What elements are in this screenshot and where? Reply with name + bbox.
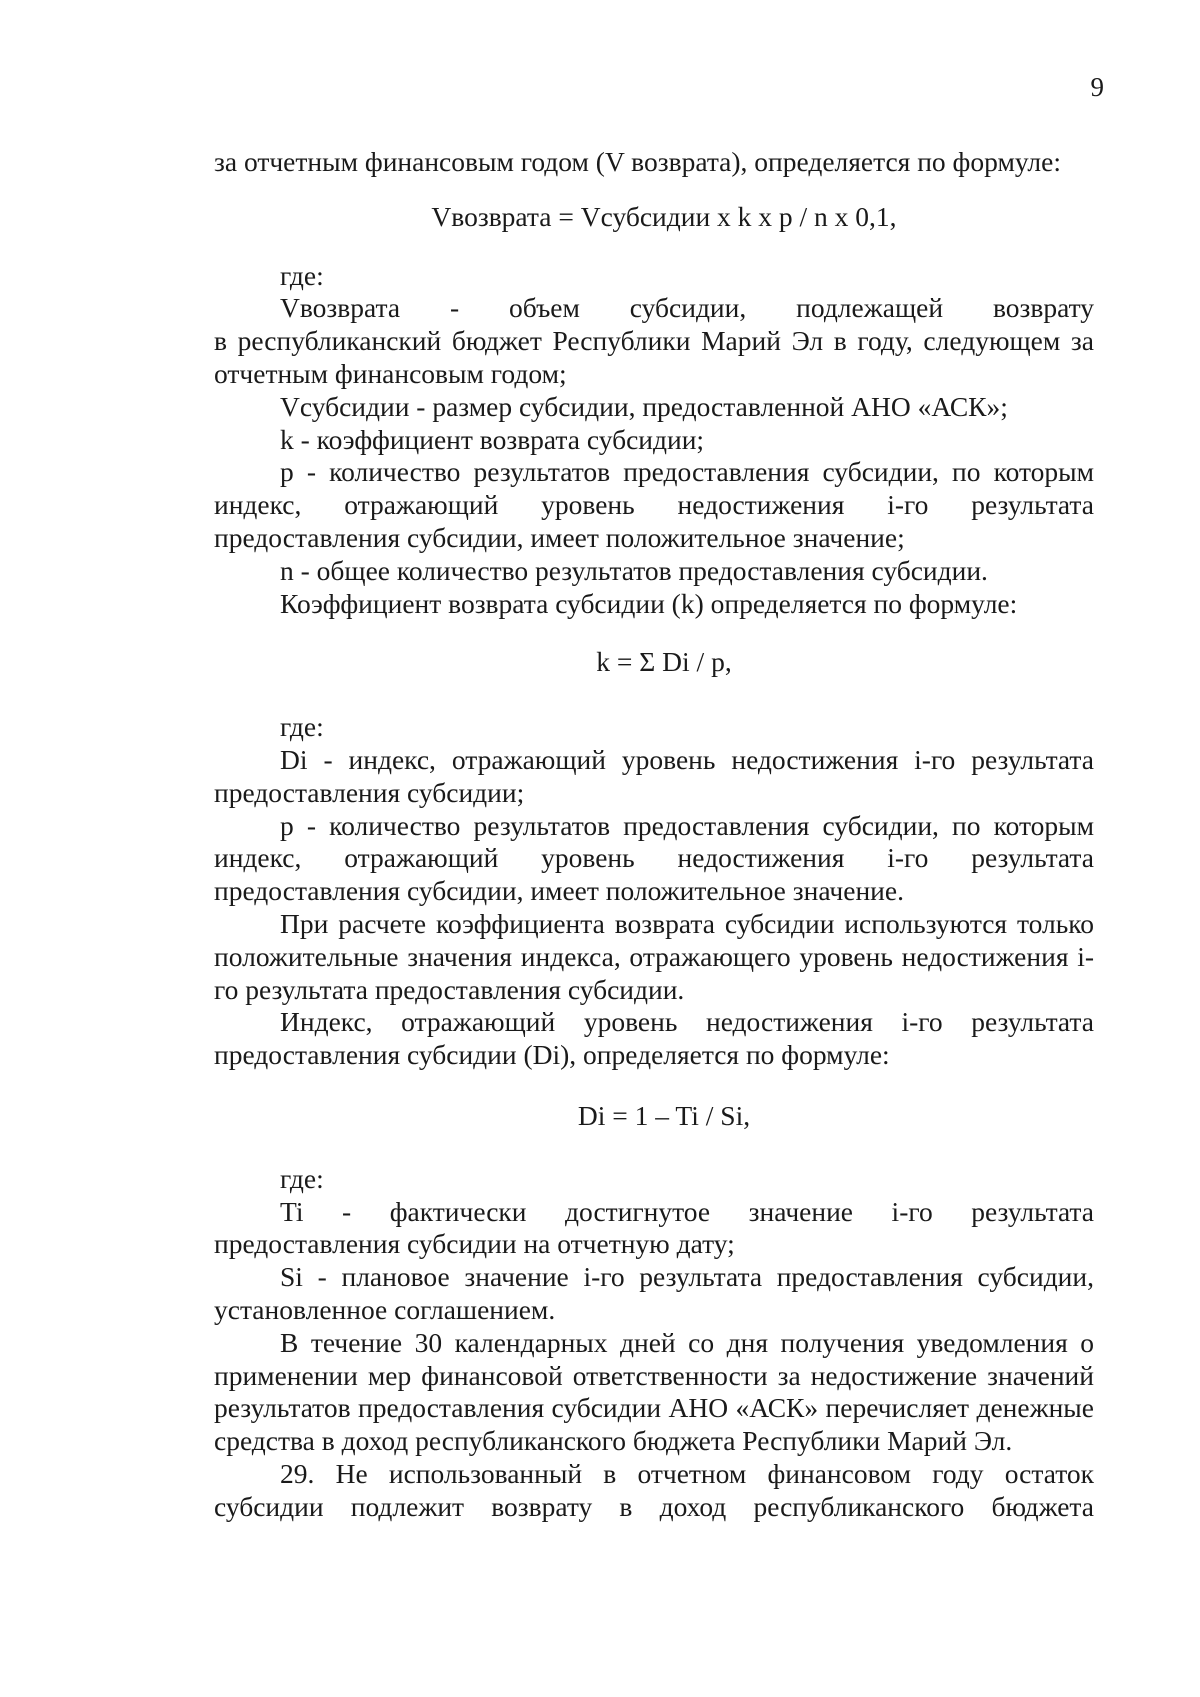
definition-p2-line2: индекс, отражающий уровень недостижения i-го результата [214,842,1094,874]
definition-p-line2: индекс, отражающий уровень недостижения i-го результата [214,489,1094,521]
definition-p2-line3: предоставления субсидии, имеет положительное значение. [214,875,904,907]
definition-p2-line1: p - количество результатов предоставления субсидии, по которым [280,809,1094,841]
formula-di: Di = 1 – Ti / Si, [577,1099,751,1131]
where-label: где: [280,259,324,291]
definition-ti-line1: Ti - фактически достигнутое значение i-го результата [280,1195,1094,1227]
definition-k: k - коэффициент возврата субсидии; [280,423,705,455]
definition-si: Si - плановое значение i-го результата предоставления субсидии, установленное соглашением. [214,1261,1094,1325]
where-label-3: где: [280,1162,324,1194]
paragraph-di-intro: Индекс, отражающий уровень недостижения i-го результата предоставления субсидии (Di), определяется по формуле: [214,1006,1094,1071]
paragraph-intro: за отчетным финансовым годом (V возврата), определяется по формуле: [214,146,1061,177]
paragraph-30-days: В течение 30 календарных дней со дня получения уведомления о применении мер финансовой ответственности за недостижение значений результатов предоставления субсидии АНО «АСК» перечисляет денежные средства в доход республиканского бюджета Республики Марий Эл. [214,1326,1094,1457]
paragraph-29: 29. Не использованный в отчетном финансовом году остаток субсидии подлежит возврату в доход республиканского бюджета [214,1457,1094,1522]
definition-p-line3: предоставления субсидии, имеет положительное значение; [214,521,905,553]
definition-n: n - общее количество результатов предоставления субсидии. [280,554,988,586]
paragraph-positive-values: При расчете коэффициента возврата субсидии используются только положительные значения индекса, отражающего уровень недостижения i-го результата предоставления субсидии. [214,907,1094,1005]
definition-v-return-rest: в республиканский бюджет Республики Марий Эл в году, следующем за отчетным финансовым годом; [214,325,1094,389]
definition-ti-line2: предоставления субсидии на отчетную дату; [214,1228,735,1260]
formula-v-return: Vвозврата = Vсубсидии x k x p / n x 0,1, [431,200,897,232]
paragraph-k-intro: Коэффициент возврата субсидии (k) определяется по формуле: [280,587,1018,619]
page-number: 9 [1090,72,1104,102]
definition-p-line1: p - количество результатов предоставления субсидии, по которым [280,456,1094,488]
where-label-2: где: [280,711,324,743]
definition-di: Di - индекс, отражающий уровень недостижения i-го результата предоставления субсидии; [214,743,1094,808]
formula-k: k = Σ Di / p, [596,646,732,678]
definition-v-return-line1: Vвозврата - объем субсидии, подлежащей возврату [280,292,1094,324]
definition-v-subsidy: Vсубсидии - размер субсидии, предоставленной АНО «АСК»; [280,390,1008,422]
document-body [214,146,1094,1523]
